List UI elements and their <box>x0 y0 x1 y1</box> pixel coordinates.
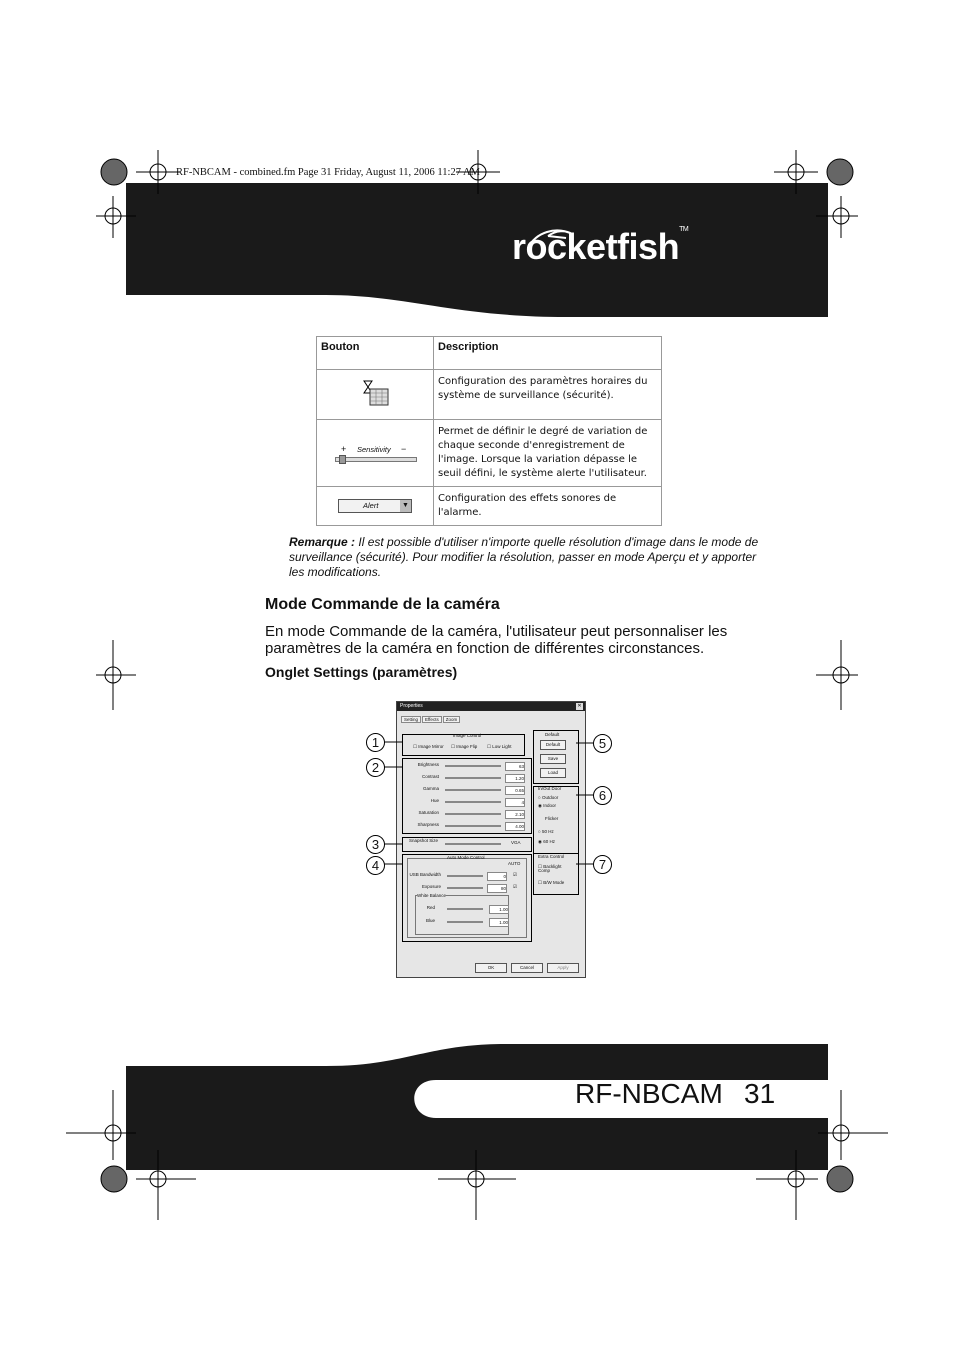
page-number: 31 <box>744 1078 776 1109</box>
default-button[interactable]: Default <box>540 740 566 750</box>
flicker-title: Flicker <box>545 816 559 821</box>
table-row <box>317 370 662 420</box>
section-title: Mode Commande de la caméra <box>265 596 500 613</box>
table-cell-desc: Configuration des paramètres horaires du système de surveillance (sécurité). <box>434 370 662 420</box>
callout-7: 7 <box>593 855 612 874</box>
slider-label: Contrast <box>421 774 439 779</box>
apply-button[interactable]: Apply <box>547 963 579 973</box>
callout-6: 6 <box>593 786 612 805</box>
slider-value[interactable]: 0.65 <box>505 786 525 795</box>
load-button[interactable]: Load <box>540 768 566 778</box>
table-header-description: Description <box>434 337 662 370</box>
callout-1: 1 <box>366 733 385 752</box>
table-cell-icon <box>317 420 434 487</box>
table-header-button: Bouton <box>317 337 434 370</box>
slider-track[interactable] <box>447 908 483 910</box>
subsection-title: Onglet Settings (paramètres) <box>265 664 458 680</box>
slider-value[interactable]: 1.20 <box>505 774 525 783</box>
slider-label: Sharpness <box>417 822 439 827</box>
slider-label: Exposure <box>421 884 441 889</box>
table-cell-desc: Permet de définir le degré de variation de chaque seconde d'enregistrement de l'image. Lorsque la variation dépasse le seuil défini, le système alerte l'utilisateur. <box>434 420 662 487</box>
callout-5: 5 <box>593 734 612 753</box>
tab-effects[interactable]: Effects <box>422 716 442 723</box>
slider-value[interactable]: 1.00 <box>489 918 509 927</box>
default-title: Default <box>545 732 560 737</box>
slider-track[interactable] <box>447 887 483 889</box>
check-bw-mode[interactable]: ☐ B/W Mode <box>538 880 565 885</box>
auto-checkbox[interactable]: ☑ <box>513 872 518 877</box>
snapshot-value: VGA <box>511 840 521 845</box>
auto-mode-title: Auto Mode Control <box>447 855 485 860</box>
page-slug: RF-NBCAM - combined.fm Page 31 Friday, August 11, 2006 11:27 AM <box>176 167 480 178</box>
slider-value[interactable]: 4.00 <box>505 822 525 831</box>
alert-dropdown-icon: Alert ▼ <box>338 499 412 513</box>
sensitivity-slider-icon: + Sensitivity − <box>335 444 415 462</box>
slider-label: Gamma <box>422 786 439 791</box>
cancel-button[interactable]: Cancel <box>511 963 543 973</box>
save-button[interactable]: Save <box>540 754 566 764</box>
rocketfish-logo: rocketfish™ <box>512 226 689 267</box>
slider-label: Red <box>426 905 435 910</box>
tab-setting[interactable]: Setting <box>401 716 421 723</box>
slider-value[interactable]: 2.10 <box>505 810 525 819</box>
dialog-title: Properties <box>397 702 585 711</box>
table-row <box>317 487 662 526</box>
radio-60hz[interactable]: ◉ 60 Hz <box>538 839 555 844</box>
tab-zoom[interactable]: Zoom <box>443 716 461 723</box>
footer-model: RF-NBCAM <box>575 1078 723 1109</box>
table-cell-icon <box>317 370 434 420</box>
ok-button[interactable]: OK <box>475 963 507 973</box>
check-image-mirror[interactable]: ☐ Image Mirror <box>413 744 444 749</box>
registration-marks-bottom <box>66 1090 888 1230</box>
dialog-tabs <box>401 717 461 722</box>
callout-leaders <box>384 738 594 868</box>
callout-2: 2 <box>366 758 385 777</box>
check-low-light[interactable]: ☐ Low Light <box>487 744 512 749</box>
close-icon[interactable]: ✕ <box>577 703 582 709</box>
slider-label: Blue <box>425 918 435 923</box>
table-header-row <box>317 337 662 370</box>
table-cell-desc: Configuration des effets sonores de l'alarme. <box>434 487 662 526</box>
auto-checkbox[interactable]: ☑ <box>513 884 518 889</box>
slider-label: USB Bandwidth <box>409 872 441 877</box>
radio-indoor[interactable]: ◉ Indoor <box>538 803 556 808</box>
slider-value[interactable]: 80 <box>487 884 507 893</box>
slider-track[interactable] <box>447 875 483 877</box>
slider-value[interactable]: 1.00 <box>489 905 509 914</box>
white-balance-group <box>415 895 509 935</box>
note: Remarque : Il est possible d'utiliser n'importe quelle résolution d'image dans le mode de surveillance (sécurité). Pour modifier la résolution, passer en mode Aperçu et y apporter les modifications. <box>289 535 759 579</box>
registration-marks-top <box>96 150 858 240</box>
schedule-calendar-icon <box>360 378 390 408</box>
check-backlight[interactable]: ☐ Backlight Comp <box>538 864 562 873</box>
slider-label: Saturation <box>418 810 439 815</box>
image-control-title: Image Control <box>453 733 482 738</box>
inout-title: In/Out Door <box>538 786 562 791</box>
white-balance-title: White Balance <box>417 893 447 898</box>
section-text: En mode Commande de la caméra, l'utilisateur peut personnaliser les paramètres de la caméra en fonction de différentes circonstances. <box>265 623 728 657</box>
slider-value[interactable]: 4 <box>505 798 525 807</box>
table-row <box>317 420 662 487</box>
extra-title: Extra Control <box>538 854 565 859</box>
slider-value[interactable]: 0 <box>487 872 507 881</box>
slider-label: Brightness <box>417 762 439 767</box>
auto-label: AUTO <box>508 861 521 866</box>
table-cell-icon <box>317 487 434 526</box>
radio-outdoor[interactable]: ○ Outdoor <box>538 795 559 800</box>
callout-3: 3 <box>366 835 385 854</box>
slider-track[interactable] <box>447 921 483 923</box>
check-image-flip[interactable]: ☐ Image Flip <box>451 744 478 749</box>
callout-4: 4 <box>366 856 385 875</box>
radio-50hz[interactable]: ○ 50 Hz <box>538 829 554 834</box>
slider-label: Hue <box>430 798 439 803</box>
button-table <box>316 336 662 526</box>
snapshot-label: Snapshot Size <box>409 838 439 843</box>
slider-value[interactable]: 63 <box>505 762 525 771</box>
